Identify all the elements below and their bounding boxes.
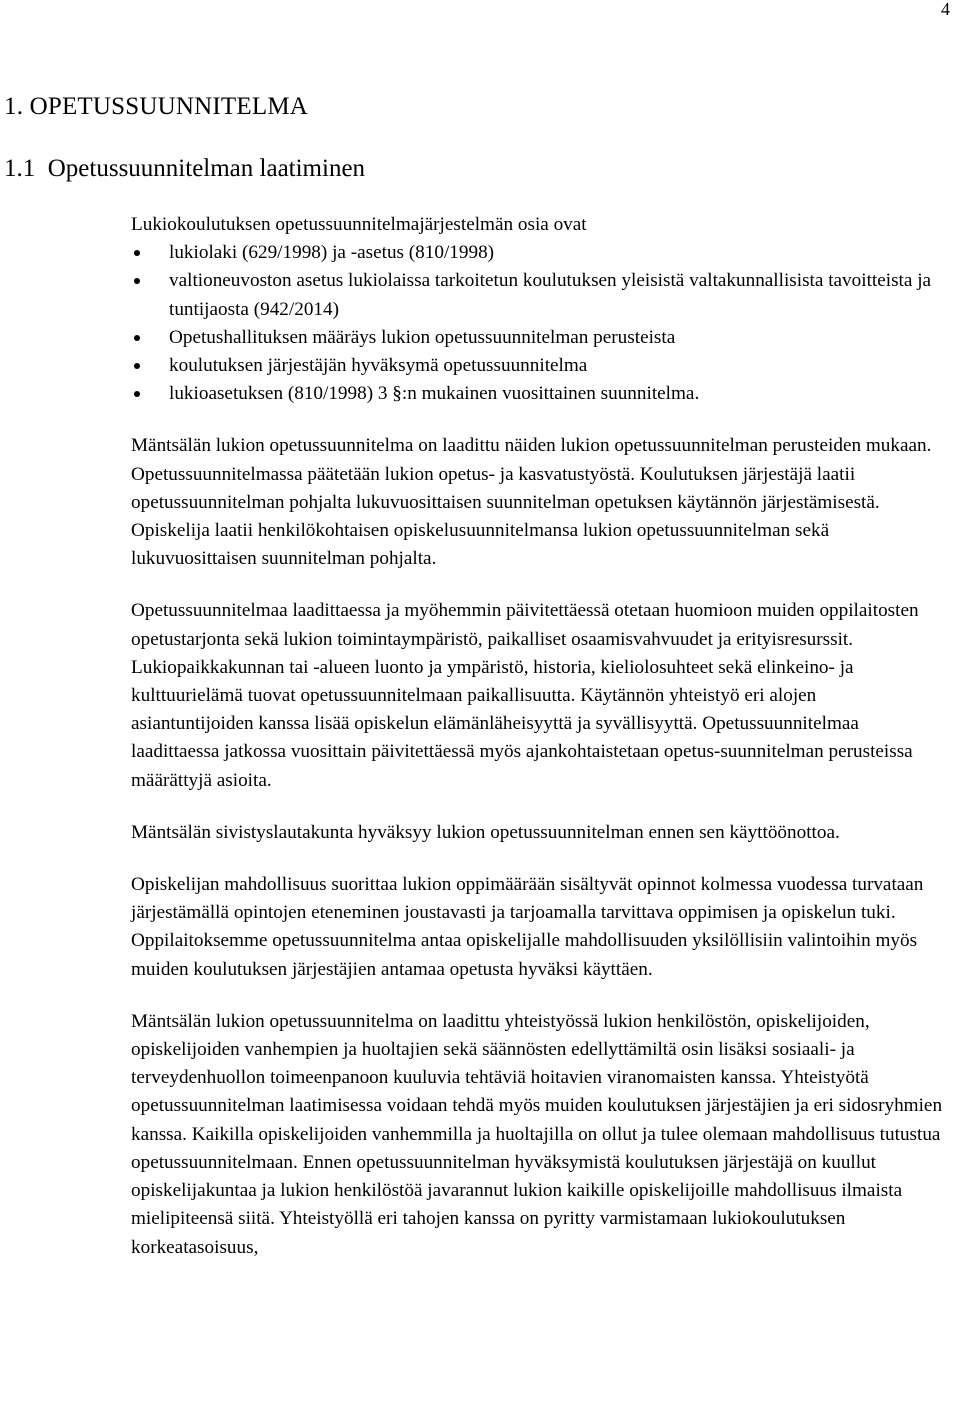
list-item: Opetushallituksen määräys lukion opetussuunnitelman perusteista xyxy=(131,324,943,352)
list-item: valtioneuvoston asetus lukiolaissa tarkoitetun koulutuksen yleisistä valtakunnallisista tavoitteista ja tuntijaosta (942/2014) xyxy=(131,267,943,323)
curriculum-components-list xyxy=(131,239,943,408)
paragraph: Mäntsälän lukion opetussuunnitelma on laadittu yhteistyössä lukion henkilöstön, opiskelijoiden, opiskelijoiden vanhempien ja huoltajien sekä säännösten edellyttämiltä osin lisäksi sosiaali- ja terveydenhuollon toimeenpanoon kuuluvia tehtäviä hoitavien viranomaisten kanssa. Yhteistyötä opetussuunnitelman laatimisessa voidaan tehdä myös muiden koulutuksen järjestäjien ja eri sidosryhmien kanssa. Kaikilla opiskelijoiden vanhemmilla ja huoltajilla on ollut ja tulee olemaan mahdollisuus tutustua opetussuunnitelmaan. Ennen opetussuunnitelman hyväksymistä koulutuksen järjestäjä on kuullut opiskelijakuntaa ja lukion henkilöstöä javarannut lukion kaikille opiskelijoille mahdollisuus ilmaista mielipiteensä siitä. Yhteistyöllä eri tahojen kanssa on pyritty varmistamaan lukiokoulutuksen korkeatasoisuus, xyxy=(131,1010,943,1258)
list-item: lukiolaki (629/1998) ja -asetus (810/1998) xyxy=(131,239,943,267)
paragraph: Mäntsälän lukion opetussuunnitelma on laadittu näiden lukion opetussuunnitelman perusteiden mukaan. Opetussuunnitelmassa päätetään lukion opetus- ja kasvatustyöstä. Koulutuksen järjestäjä laatii opetussuunnitelman pohjalta lukuvuosittaisen suunnitelman opetuksen käytännön järjestämisestä. Opiskelija laatii henkilökohtaisen opiskelusuunnitelmansa lukion opetussuunnitelman sekä lukuvuosittaisen suunnitelman pohjalta. xyxy=(131,435,932,570)
list-item: lukioasetuksen (810/1998) 3 §:n mukainen vuosittainen suunnitelma. xyxy=(131,380,943,408)
paragraph: Opetussuunnitelmaa laadittaessa ja myöhemmin päivitettäessä otetaan huomioon muiden oppilaitosten opetustarjonta sekä lukion toimintaympäristö, paikalliset osaamisvahvuudet ja erityisresurssit. Lukiopaikkakunnan tai -alueen luonto ja ympäristö, historia, kieliolosuhteet sekä elinkeino- ja kulttuurielämä tuovat opetussuunnitelmaan paikallisuutta. Käytännön yhteistyö eri alojen asiantuntijoiden kanssa lisää opiskelun elämänläheisyyttä ja syvällisyyttä. Opetussuunnitelmaa laadittaessa jatkossa vuosittain päivitettäessä myös ajankohtaistetaan opetus-suunnitelman perusteissa määrättyjä asioita. xyxy=(131,600,919,791)
intro-text: Lukiokoulutuksen opetussuunnitelmajärjestelmän osia ovat xyxy=(131,214,587,235)
chapter-heading: 1. OPETUSSUUNNITELMA xyxy=(4,93,308,120)
document-body xyxy=(131,211,943,1262)
page-number: 4 xyxy=(941,0,950,19)
paragraph: Mäntsälän sivistyslautakunta hyväksyy lukion opetussuunnitelman ennen sen käyttöönottoa. xyxy=(131,821,840,843)
list-item: koulutuksen järjestäjän hyväksymä opetussuunnitelma xyxy=(131,352,943,380)
section-heading: 1.1 Opetussuunnitelman laatiminen xyxy=(4,155,366,182)
paragraph: Opiskelijan mahdollisuus suorittaa lukion oppimäärään sisältyvät opinnot kolmessa vuodessa turvataan järjestämällä opintojen eteneminen joustavasti ja tarjoamalla tarvittava oppimisen ja opiskelun tuki. Oppilaitoksemme opetussuunnitelma antaa opiskelijalle mahdollisuuden yksilöllisiin valintoihin myös muiden koulutuksen järjestäjien antamaa opetusta hyväksi käyttäen. xyxy=(131,874,924,980)
